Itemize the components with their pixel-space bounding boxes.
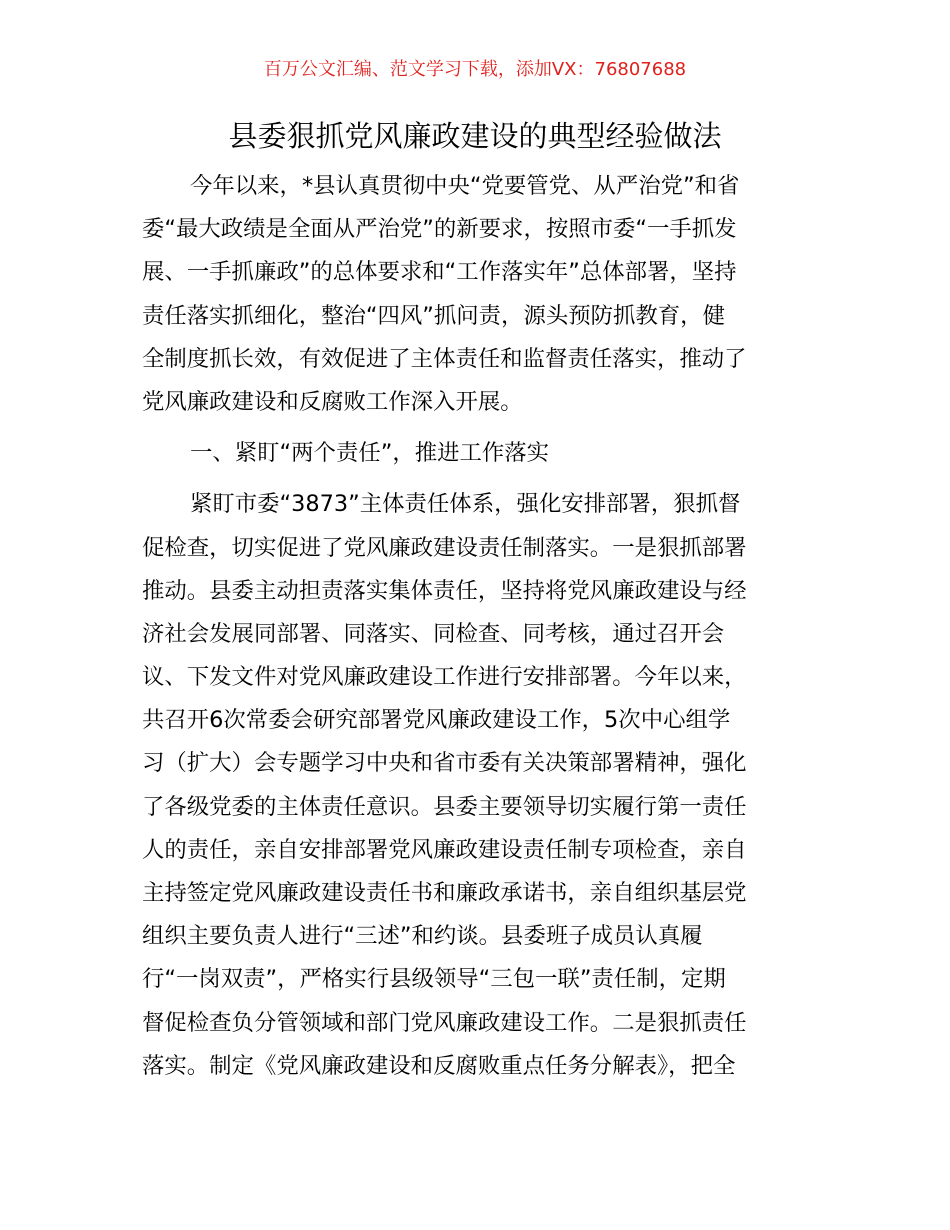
text-line: 推动。县委主动担责落实集体责任，坚持将党风廉政建设与经 bbox=[142, 577, 747, 604]
text-line: 督促检查负分管领域和部门党风廉政建设工作。二是狠抓责任 bbox=[142, 1009, 747, 1036]
text-line: 济社会发展同部署、同落实、同检查、同考核，通过召开会 bbox=[142, 620, 725, 647]
text-line: 行“一岗双责”，严格实行县级领导“三包一联”责任制，定期 bbox=[142, 966, 726, 993]
text-line: 今年以来，*县认真贯彻中央“党要管党、从严治党”和省 bbox=[190, 173, 740, 199]
text-line: 习（扩大）会专题学习中央和省市委有关决策部署精神，强化 bbox=[142, 750, 747, 777]
heading-line: 一、紧盯“两个责任”，推进工作落实 bbox=[190, 440, 550, 467]
paragraph-intro bbox=[142, 165, 812, 424]
text-line: 落实。制定《党风廉政建设和反腐败重点任务分解表》，把全 bbox=[142, 1052, 736, 1079]
text-line: 共召开6次常委会研究部署党风廉政建设工作，5次中心组学 bbox=[142, 707, 731, 734]
text-line: 了各级党委的主体责任意识。县委主要领导切实履行第一责任 bbox=[142, 793, 747, 820]
text-line: 组织主要负责人进行“三述”和约谈。县委班子成员认真履 bbox=[142, 923, 703, 950]
text-line: 责任落实抓细化，整治“四风”抓问责，源头预防抓教育，健 bbox=[142, 302, 725, 329]
document-title: 县委狠抓党风廉政建设的典型经验做法 bbox=[228, 119, 722, 153]
text-line: 党风廉政建设和反腐败工作深入开展。 bbox=[142, 388, 523, 415]
text-line: 全制度抓长效，有效促进了主体责任和监督责任落实，推动了 bbox=[142, 345, 747, 372]
text-line: 展、一手抓廉政”的总体要求和“工作落实年”总体部署，坚持 bbox=[142, 259, 737, 286]
watermark-text: 百万公文汇编、范文学习下载，添加VX：76807688 bbox=[263, 59, 687, 80]
text-line: 主持签定党风廉政建设责任书和廉政承诺书，亲自组织基层党 bbox=[142, 880, 747, 906]
text-line: 议、下发文件对党风廉政建设工作进行安排部署。今年以来， bbox=[142, 664, 747, 691]
section-heading bbox=[142, 432, 812, 475]
text-line: 促检查，切实促进了党风廉政建设责任制落实。一是狠抓部署 bbox=[142, 534, 747, 561]
text-line: 人的责任，亲自安排部署党风廉政建设责任制专项检查，亲自 bbox=[142, 836, 747, 863]
text-line: 委“最大政绩是全面从严治党”的新要求，按照市委“一手抓发 bbox=[142, 216, 737, 243]
text-line: 紧盯市委“3873”主体责任体系，强化安排部署，狠抓督 bbox=[190, 491, 741, 518]
document-body bbox=[142, 165, 812, 1088]
paragraph-body bbox=[142, 483, 812, 1088]
